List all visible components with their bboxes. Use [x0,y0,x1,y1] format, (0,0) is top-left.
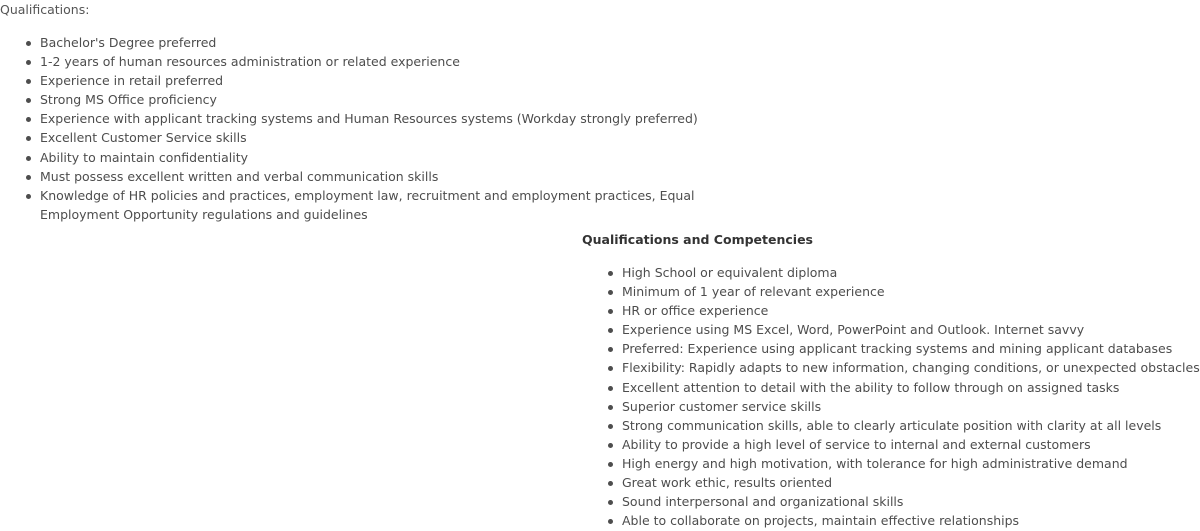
list-item-text: Ability to provide a high level of service to internal and external customers [622,436,1091,452]
bullet-icon [608,443,613,448]
bullet-icon [26,194,31,199]
bullet-icon [26,98,31,103]
list-item [622,358,1200,377]
list-item-text: Great work ethic, results oriented [622,475,833,491]
bullet-icon [608,519,613,524]
list-item-text: Experience using MS Excel, Word, PowerPoint and Outlook. Internet savvy [622,322,1085,338]
list-item-text: Preferred: Experience using applicant tracking systems and mining applicant databases [622,341,1173,357]
list-item-text: Excellent Customer Service skills [40,130,247,146]
list-item [40,148,720,167]
competencies-list [622,263,1200,530]
list-item [40,167,720,186]
bullet-icon [608,481,613,486]
list-item-text: Minimum of 1 year of relevant experience [622,284,885,300]
list-item [622,263,1200,282]
qualifications-heading: Qualifications: [0,2,90,17]
list-item-text: 1-2 years of human resources administration or related experience [40,54,460,70]
bullet-icon [608,462,613,467]
list-item-text: Strong MS Office proficiency [40,92,217,108]
list-item [40,33,720,52]
list-item [622,454,1200,473]
bullet-icon [608,290,613,295]
bullet-icon [26,175,31,180]
bullet-icon [608,386,613,391]
list-item [622,492,1200,511]
bullet-icon [608,424,613,429]
bullet-icon [26,117,31,122]
list-item [40,52,720,71]
list-item [40,90,720,109]
bullet-icon [26,79,31,84]
list-item-text: Able to collaborate on projects, maintain effective relationships [622,513,1020,529]
list-item [40,128,720,147]
list-item [622,282,1200,301]
list-item-text: High energy and high motivation, with tolerance for high administrative demand [622,455,1128,471]
list-item-text: High School or equivalent diploma [622,265,838,280]
bullet-icon [26,156,31,161]
list-item-text: Bachelor's Degree preferred [40,35,217,50]
qualifications-list [40,33,720,224]
list-item-text: Excellent attention to detail with the ability to follow through on assigned tasks [622,379,1120,395]
list-item-text: Superior customer service skills [622,398,822,414]
list-item [40,109,720,128]
list-item [622,416,1200,435]
list-item-text: Flexibility: Rapidly adapts to new information, changing conditions, or unexpected obstacles [622,360,1200,376]
bullet-icon [608,328,613,333]
list-item-text: Ability to maintain confidentiality [40,149,249,165]
list-item [622,473,1200,492]
list-item [622,320,1200,339]
list-item-text: Experience in retail preferred [40,73,224,89]
list-item-text: Experience with applicant tracking systems and Human Resources systems (Workday strongly preferred) [40,111,698,127]
list-item [622,511,1200,530]
bullet-icon [26,41,31,46]
list-item-text: Sound interpersonal and organizational skills [622,494,904,510]
list-item [622,301,1200,320]
list-item-text: Strong communication skills, able to clearly articulate position with clarity at all levels [622,417,1162,433]
bullet-icon [608,405,613,410]
bullet-icon [608,309,613,314]
list-item [40,186,720,224]
list-item [40,71,720,90]
bullet-icon [608,347,613,352]
list-item [622,397,1200,416]
list-item-text: Must possess excellent written and verbal communication skills [40,168,439,184]
bullet-icon [608,500,613,505]
list-item-text: Knowledge of HR policies and practices, employment law, recruitment and employment practices, Equal Employment Opportunity regulations and guidelines [40,187,695,222]
bullet-icon [608,366,613,371]
list-item [622,435,1200,454]
list-item [622,339,1200,358]
list-item-text: HR or office experience [622,303,769,319]
bullet-icon [26,136,31,141]
competencies-heading: Qualifications and Competencies [582,232,813,247]
bullet-icon [26,60,31,65]
list-item [622,378,1200,397]
bullet-icon [608,271,613,276]
